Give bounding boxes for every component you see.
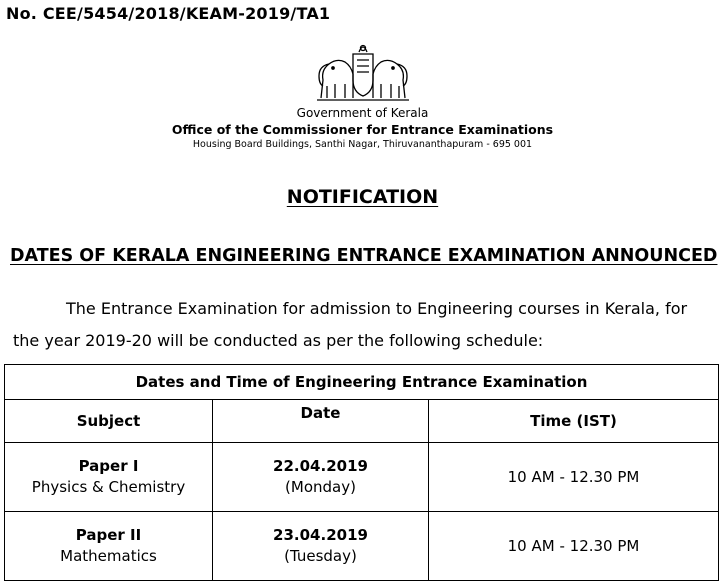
paper-name: Paper II <box>75 526 142 544</box>
body-line-1: The Entrance Examination for admission to Engineering courses in Kerala, for <box>66 299 688 318</box>
notification-title-text: NOTIFICATION <box>286 186 439 208</box>
schedule-table <box>4 364 719 581</box>
header-subject: Subject <box>5 400 213 443</box>
header-time: Time (IST) <box>429 400 719 443</box>
table-caption-row <box>5 365 719 400</box>
table-row <box>5 512 719 581</box>
subject-cell <box>5 443 213 512</box>
table-header-row <box>5 400 719 443</box>
date-cell <box>213 512 429 581</box>
paper-name: Paper I <box>78 457 139 475</box>
office-address: Housing Board Buildings, Santhi Nagar, Thiruvananthapuram - 695 001 <box>192 139 533 150</box>
government-name: Government of Kerala <box>296 106 429 120</box>
headline: DATES OF KERALA ENGINEERING ENTRANCE EXAMINATION ANNOUNCED <box>10 246 718 266</box>
exam-date: 23.04.2019 <box>273 526 368 544</box>
body-line-2: the year 2019-20 will be conducted as per the following schedule: <box>13 331 544 350</box>
notification-title <box>0 186 725 208</box>
reference-number: No. CEE/5454/2018/KEAM-2019/TA1 <box>6 4 331 23</box>
time-cell: 10 AM - 12.30 PM <box>429 512 719 581</box>
subject-name: Physics & Chemistry <box>31 478 186 496</box>
subject-cell <box>5 512 213 581</box>
table-row <box>5 443 719 512</box>
exam-day: (Tuesday) <box>284 547 357 565</box>
exam-date: 22.04.2019 <box>273 457 368 475</box>
header-date: Date <box>213 400 429 443</box>
date-cell <box>213 443 429 512</box>
table-caption: Dates and Time of Engineering Entrance Examination <box>5 365 719 400</box>
time-cell: 10 AM - 12.30 PM <box>429 443 719 512</box>
office-name: Office of the Commissioner for Entrance Examinations <box>171 122 554 137</box>
exam-day: (Monday) <box>285 478 356 496</box>
kerala-state-emblem-icon <box>313 40 413 104</box>
subject-name: Mathematics <box>60 547 157 565</box>
